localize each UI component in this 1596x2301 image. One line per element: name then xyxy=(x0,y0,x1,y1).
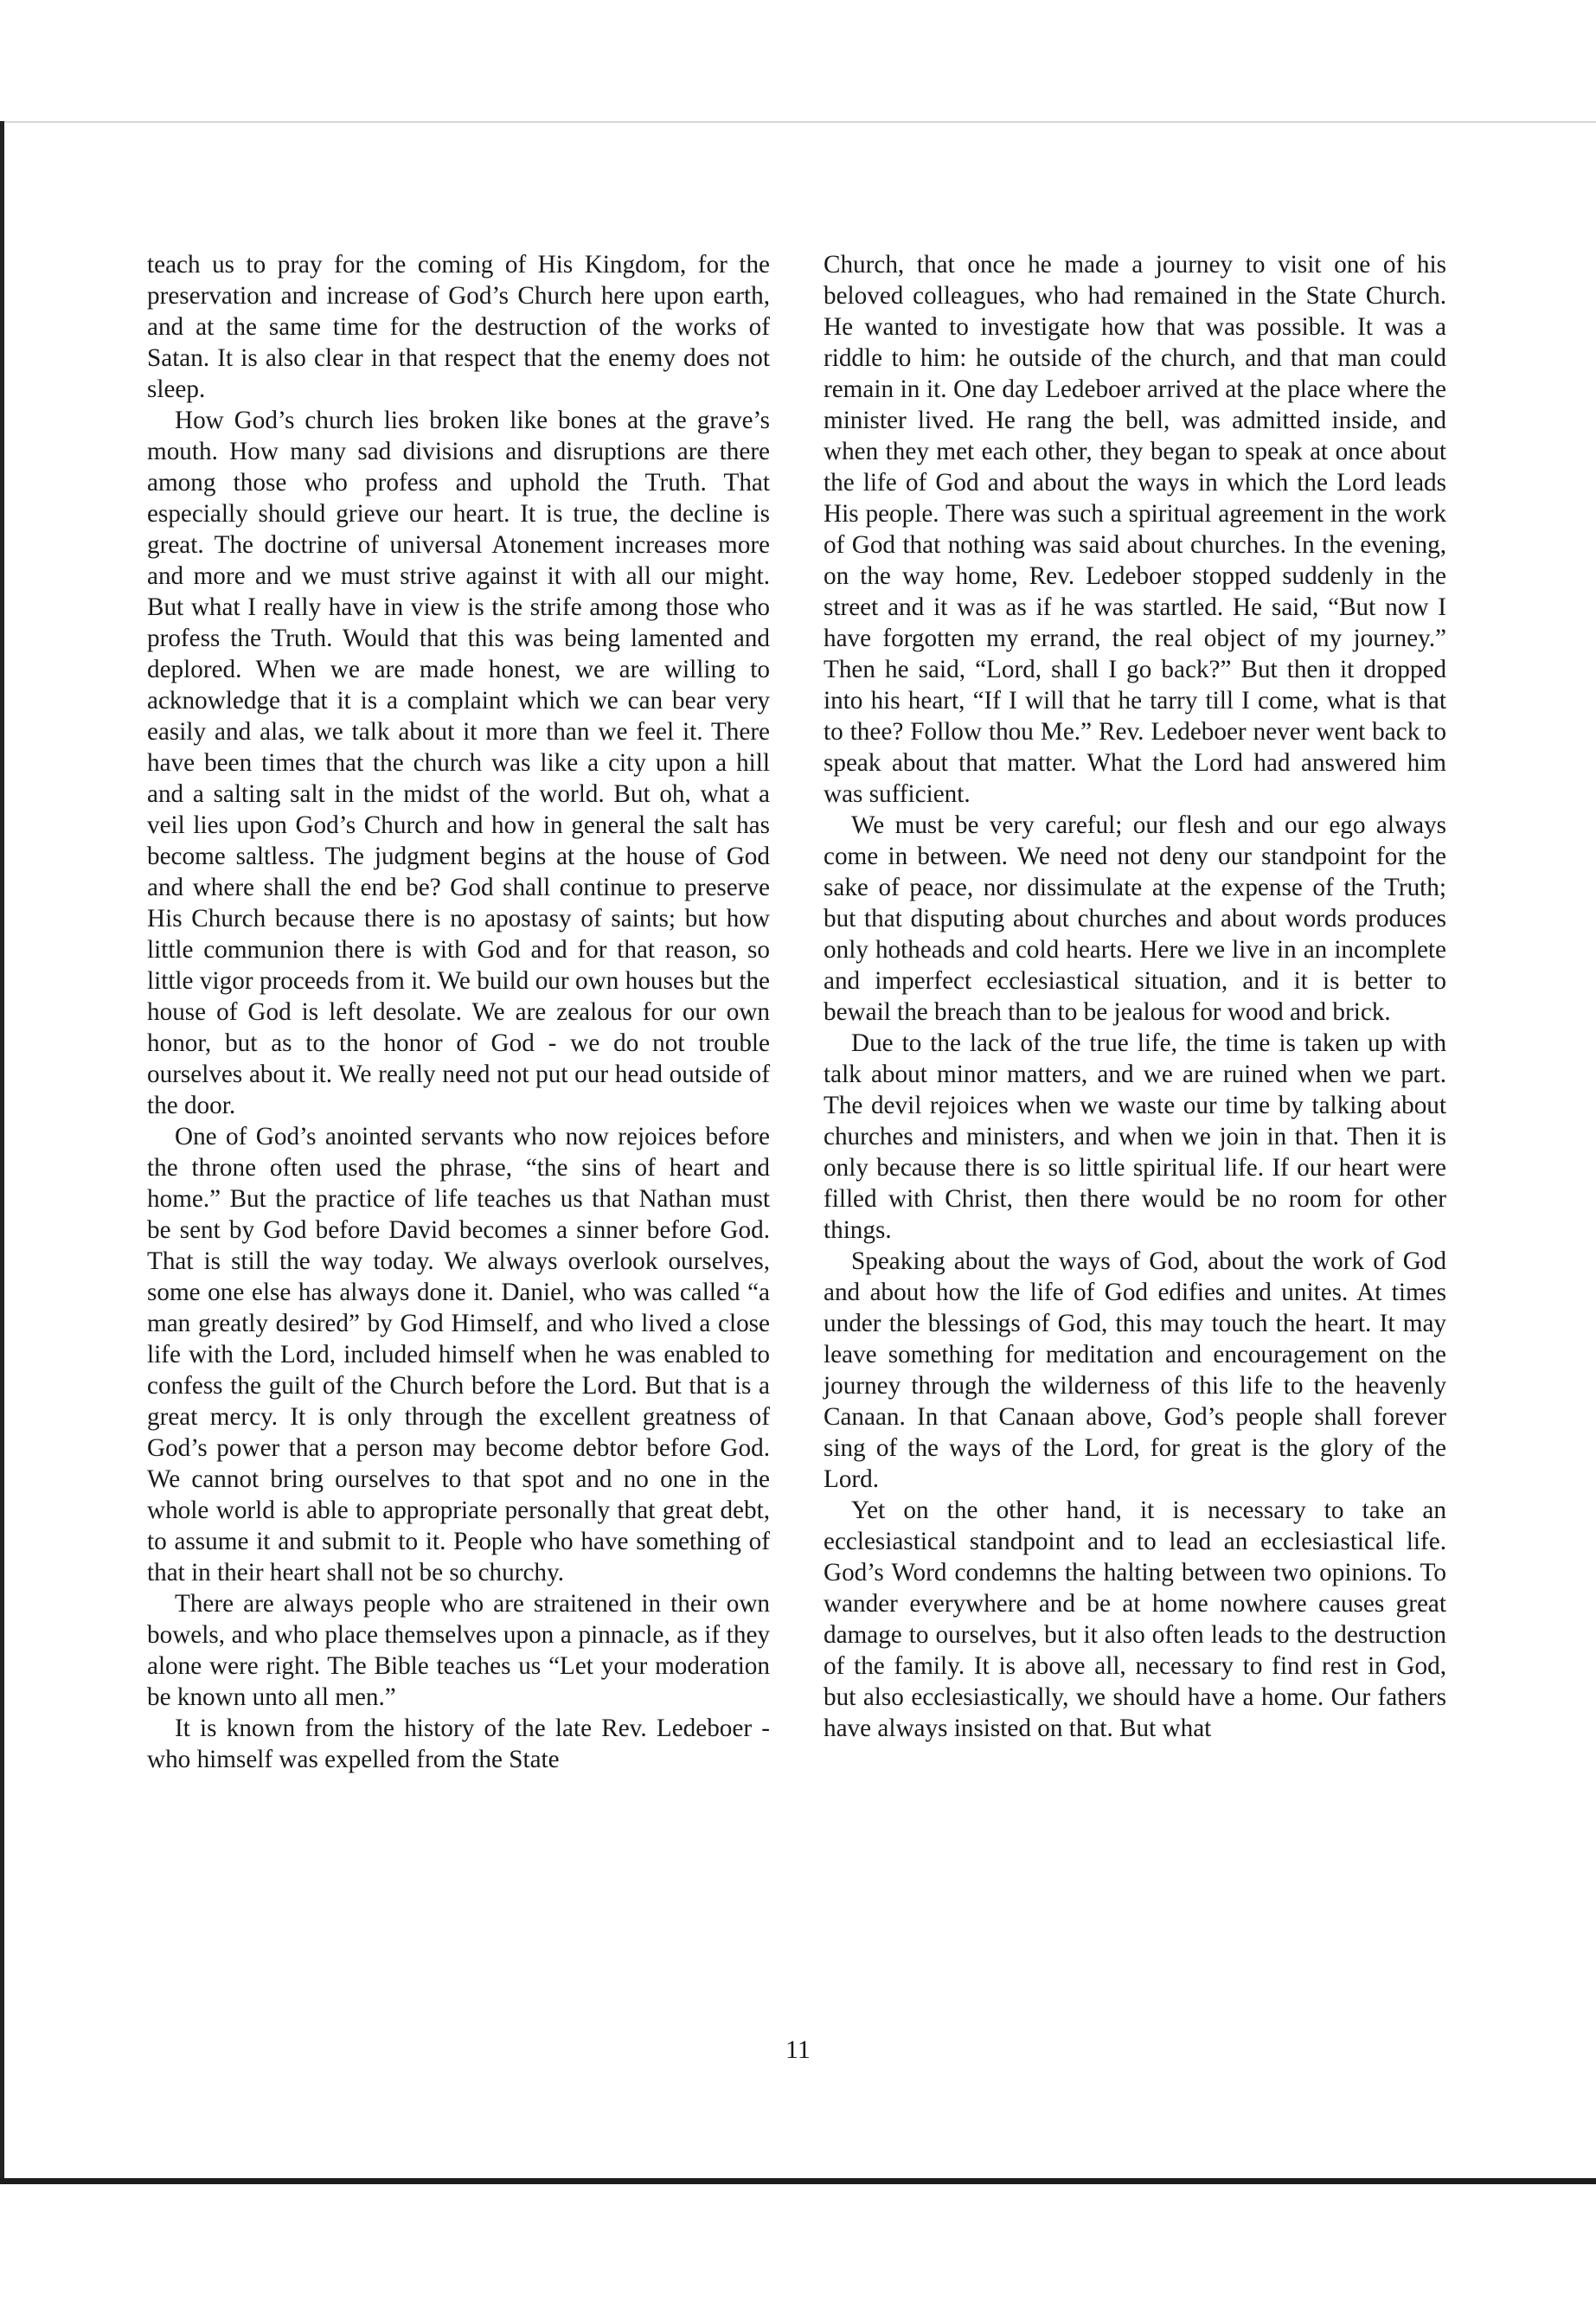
paragraph: How God’s church lies broken like bones at the grave’s mouth. How many sad divisions and disruptions are there among those who profess and uphold the Truth. That especially should grieve our heart. It is true, the decline is great. The doctrine of universal Atonement increases more and more and we must strive against it with all our might. But what I really have in view is the strife among those who profess the Truth. Would that this was being lamented and deplored. When we are made honest, we are willing to acknowledge that it is a complaint which we can bear very easily and alas, we talk about it more than we feel it. There have been times that the church was like a city upon a hill and a salting salt in the midst of the world. But oh, what a veil lies upon God’s Church and how in general the salt has become saltless. The judgment begins at the house of God and where shall the end be? God shall continue to preserve His Church because there is no apostasy of saints; but how little communion there is with God and for that reason, so little vigor proceeds from it. We build our own houses but the house of God is left desolate. We are zealous for our own honor, but as to the honor of God - we do not trouble ourselves about it. We really need not put our head outside of the door. xyxy=(147,407,770,1119)
left-text-column xyxy=(147,249,770,1775)
paragraph: One of God’s anointed servants who now rejoices before the throne often used the phrase, “the sins of heart and home.” But the practice of life teaches us that Nathan must be sent by God before David becomes a sinner before God. That is still the way today. We always overlook ourselves, some one else has always done it. Daniel, who was called “a man greatly desired” by God Himself, and who lived a close life with the Lord, included himself when he was enabled to confess the guilt of the Church before the Lord. But that is a great mercy. It is only through the excellent greatness of God’s power that a person may become debtor before God. We cannot bring ourselves to that spot and no one in the whole world is able to appropriate personally that great debt, to assume it and submit to it. People who have something of that in their heart shall not be so churchy. xyxy=(147,1123,770,1586)
paragraph: Speaking about the ways of God, about the work of God and about how the life of God edifies and unites. At times under the blessings of God, this may touch the heart. It may leave something for meditation and encouragement on the journey through the wilderness of this life to the heavenly Canaan. In that Canaan above, God’s people shall forever sing of the ways of the Lord, for great is the glory of the Lord. xyxy=(824,1247,1446,1493)
paragraph: There are always people who are straitened in their own bowels, and who place themselves upon a pinnacle, as if they alone were right. The Bible teaches us “Let your moderation be known unto all men.” xyxy=(147,1590,770,1711)
paragraph: Due to the lack of the true life, the time is taken up with talk about minor matters, and we are ruined when we part. The devil rejoices when we waste our time by talking about churches and ministers, and when we join in that. Then it is only because there is so little spiritual life. If our heart were filled with Christ, then there would be no room for other things. xyxy=(824,1029,1446,1244)
paragraph: Yet on the other hand, it is necessary to take an ecclesiastical standpoint and to lead an ecclesiastical life. God’s Word condemns the halting between two opinions. To wander everywhere and be at home nowhere causes great damage to ourselves, but it also often leads to the destruction of the family. It is above all, necessary to find rest in God, but also ecclesiastically, we should have a home. Our fathers have always insisted on that. But what xyxy=(824,1497,1446,1742)
paragraph-continued: teach us to pray for the coming of His Kingdom, for the preservation and increase of God’s Church here upon earth, and at the same time for the destruction of the works of Satan. It is also clear in that respect that the enemy does not sleep. xyxy=(147,251,770,403)
paragraph: We must be very careful; our flesh and our ego always come in between. We need not deny our standpoint for the sake of peace, nor dissimulate at the expense of the Truth; but that disputing about churches and about words produces only hotheads and cold hearts. Here we live in an incomplete and imperfect ecclesiastical situation, and it is better to bewail the breach than to be jealous for wood and brick. xyxy=(824,811,1446,1026)
paragraph-continued: Church, that once he made a journey to visit one of his beloved colleagues, who had remained in the State Church. He wanted to investigate how that was possible. It was a riddle to him: he outside of the church, and that man could remain in it. One day Ledeboer arrived at the place where the minister lived. He rang the bell, was admitted inside, and when they met each other, they began to speak at once about the life of God and about the ways in which the Lord leads His people. There was such a spiritual agreement in the work of God that nothing was said about churches. In the evening, on the way home, Rev. Ledeboer stopped suddenly in the street and it was as if he was startled. He said, “But now I have forgotten my errand, the real object of my journey.” Then he said, “Lord, shall I go back?” But then it dropped into his heart, “If I will that he tarry till I come, what is that to thee? Follow thou Me.” Rev. Ledeboer never went back to speak about that matter. What the Lord had answered him was sufficient. xyxy=(824,251,1446,808)
page-bottom-edge xyxy=(0,2178,1596,2184)
page-left-edge xyxy=(0,121,4,2184)
right-text-column xyxy=(824,249,1446,1744)
paragraph: It is known from the history of the late Rev. Ledeboer - who himself was expelled from the State xyxy=(147,1715,770,1773)
page-number: 11 xyxy=(785,2035,811,2064)
